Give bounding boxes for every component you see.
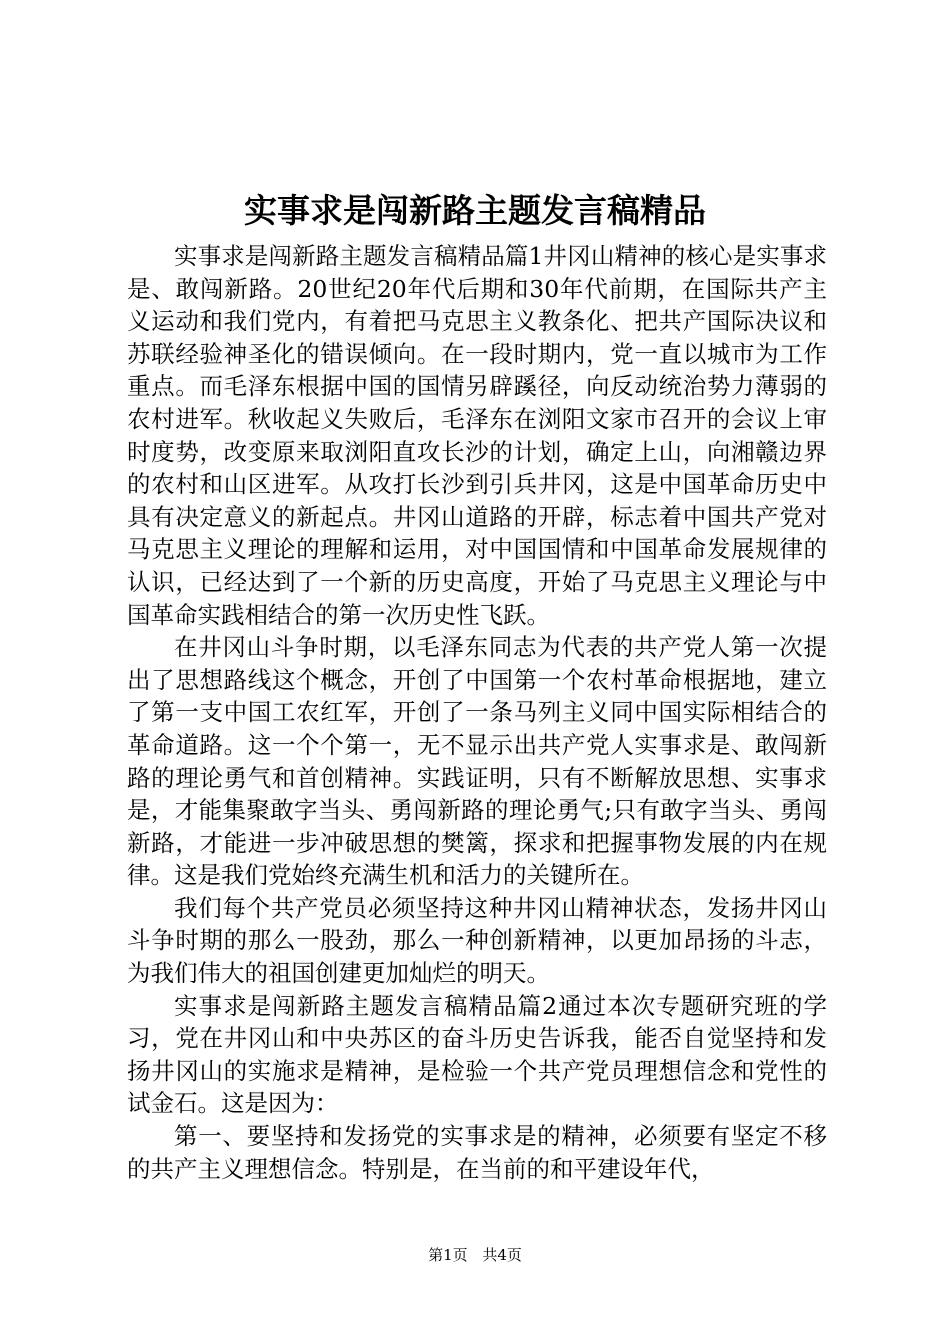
page-total: 共4页 — [482, 1246, 522, 1264]
paragraph-3: 我们每个共产党员必须坚持这种井冈山精神状态，发扬井冈山斗争时期的那么一股劲，那么一种创新精神，以更加昂扬的斗志，为我们伟大的祖国创建更加灿烂的明天。 — [127, 893, 827, 988]
document-body — [127, 240, 827, 1185]
page-number: 第1页 — [428, 1246, 468, 1264]
paragraph-4: 实事求是闯新路主题发言稿精品篇2通过本次专题研究班的学习，党在井冈山和中央苏区的奋斗历史告诉我，能否自觉坚持和发扬井冈山的实施求是精神，是检验一个共产党员理想信念和党性的试金石。这是因为： — [127, 991, 827, 1118]
paragraph-1: 实事求是闯新路主题发言稿精品篇1井冈山精神的核心是实事求是、敢闯新路。20世纪20年代后期和30年代前期，在国际共产主义运动和我们党内，有着把马克思主义教条化、把共产国际决议和苏联经验神圣化的错误倾向。在一段时期内，党一直以城市为工作重点。而毛泽东根据中国的国情另辟蹊径，向反动统治势力薄弱的农村进军。秋收起义失败后，毛泽东在浏阳文家市召开的会议上审时度势，改变原来取浏阳直攻长沙的计划，确定上山，向湘赣边界的农村和山区进军。从攻打长沙到引兵井冈，这是中国革命历史中具有决定意义的新起点。井冈山道路的开辟，标志着中国共产党对马克思主义理论的理解和运用，对中国国情和中国革命发展规律的认识，已经达到了一个新的历史高度，开始了马克思主义理论与中国革命实践相结合的第一次历史性飞跃。 — [127, 242, 827, 629]
document-title: 实事求是闯新路主题发言稿精品 — [244, 191, 706, 230]
paragraph-5: 第一、要坚持和发扬党的实事求是的精神，必须要有坚定不移的共产主义理想信念。特别是，在当前的和平建设年代， — [127, 1122, 827, 1183]
paragraph-2: 在井冈山斗争时期，以毛泽东同志为代表的共产党人第一次提出了思想路线这个概念，开创了中国第一个农村革命根据地，建立了第一支中国工农红军，开创了一条马列主义同中国实际相结合的革命道路。这一个个第一，无不显示出共产党人实事求是、敢闯新路的理论勇气和首创精神。实践证明，只有不断解放思想、实事求是，才能集聚敢字当头、勇闯新路的理论勇气;只有敢字当头、勇闯新路，才能进一步冲破思想的樊篱，探求和把握事物发展的内在规律。这是我们党始终充满生机和活力的关键所在。 — [127, 633, 827, 890]
page-footer — [0, 1245, 950, 1265]
